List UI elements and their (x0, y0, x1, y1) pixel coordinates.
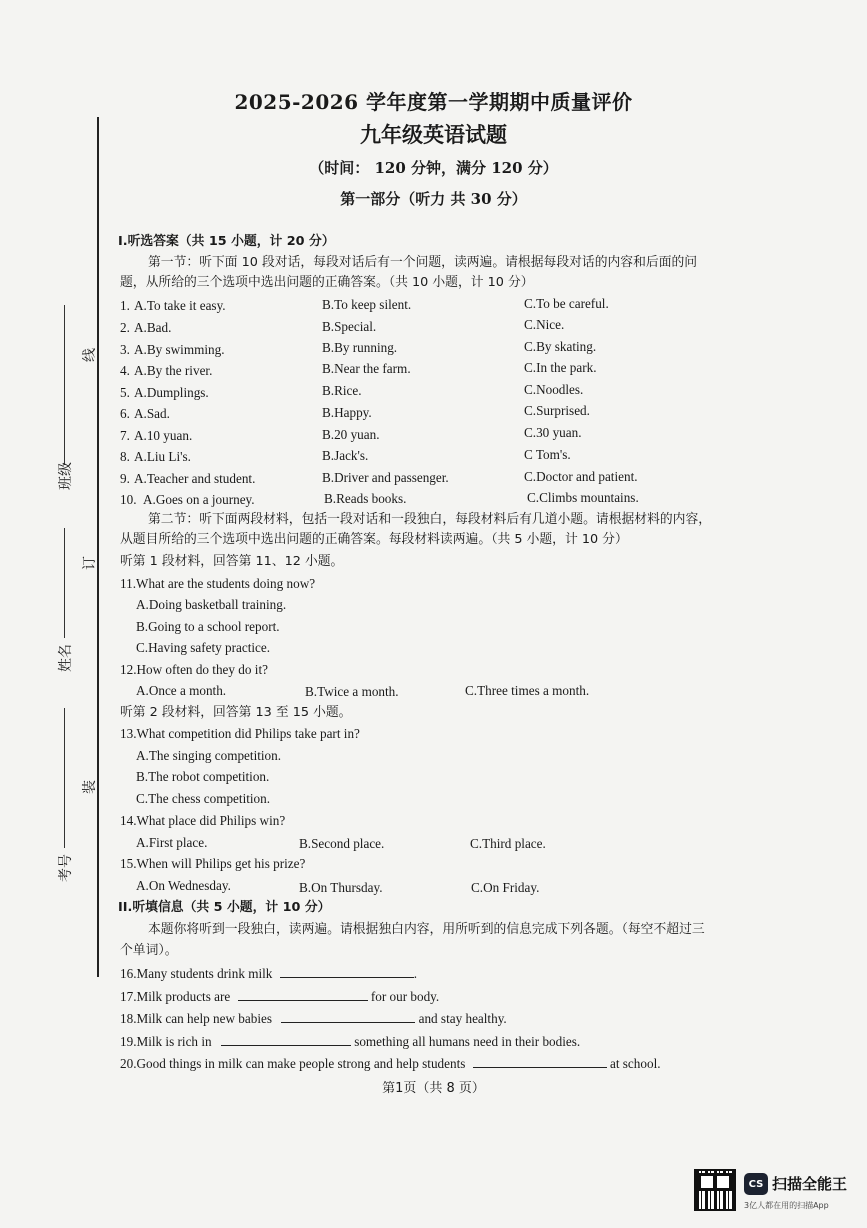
q19-line (120, 1033, 580, 1051)
q9-option-b: B.Driver and passenger. (322, 470, 449, 485)
q19-end: something all humans need in their bodies. (354, 1034, 581, 1049)
material1-label: 听第 1 段材料，回答第 11、12 小题。 (120, 554, 344, 569)
number-label: 考号 (58, 854, 74, 882)
q17-line (120, 988, 439, 1006)
q18-text: 18.Milk can help new babies (120, 1011, 272, 1026)
section2-heading: II.听填信息（共 5 小题，计 10 分） (118, 900, 331, 915)
q11-option-c: C.Having safety practice. (136, 640, 271, 655)
q14-option-b: B.Second place. (299, 836, 385, 851)
time-info: （时间： 120 分钟，满分 120 分） (309, 159, 558, 177)
q5-option-a: A.Dumplings. (134, 385, 209, 400)
q3-option-a: A.By swimming. (134, 342, 225, 357)
q14-option-a: A.First place. (136, 835, 208, 850)
q11-option-a: A.Doing basketball training. (136, 597, 287, 612)
q8-option-c: C Tom's. (524, 447, 571, 462)
section1-heading: I.听选答案（共 15 小题，计 20 分） (118, 234, 335, 249)
q1-option-a: A.To take it easy. (134, 298, 226, 313)
q7-option-c: C.30 yuan. (524, 425, 582, 440)
q4-option-a: A.By the river. (134, 363, 213, 378)
q11-option-b: B.Going to a school report. (136, 619, 280, 634)
q10-option-b: B.Reads books. (324, 491, 407, 506)
q2-num: 2. (120, 320, 130, 335)
q13-option-a: A.The singing competition. (136, 748, 282, 763)
part1-intro-b: 题，从所给的三个选项中选出问题的正确答案。（共 10 小题，计 10 分） (120, 275, 534, 290)
part2-intro-a: 第二节：听下面两段材料，包括一段对话和一段独白，每段材料后有几道小题。请根据材料的内容， (148, 512, 712, 527)
q9-option-c: C.Doctor and patient. (524, 469, 638, 484)
q20-blank[interactable] (473, 1056, 607, 1068)
q13-stem: 13.What competition did Philips take part in? (120, 726, 360, 741)
q7-option-a: A.10 yuan. (134, 428, 193, 443)
q10-option-a: A.Goes on a journey. (143, 492, 255, 507)
qr-code-icon (694, 1169, 736, 1211)
q16-blank[interactable] (280, 966, 414, 978)
scanner-tagline: 3亿人都在用的扫描App (744, 1201, 829, 1210)
q11-stem: 11.What are the students doing now? (120, 576, 316, 591)
q8-option-a: A.Liu Li's. (134, 449, 191, 464)
q5-option-c: C.Noodles. (524, 382, 584, 397)
q2-option-c: C.Nice. (524, 317, 565, 332)
section2-intro-b: 个单词）。 (120, 943, 178, 958)
q20-text: 20.Good things in milk can make people strong and help students (120, 1056, 466, 1071)
q16-line (120, 965, 417, 983)
q1-option-b: B.To keep silent. (322, 297, 412, 312)
q6-option-b: B.Happy. (322, 405, 372, 420)
number-field-line (64, 708, 65, 848)
q12-option-c: C.Three times a month. (465, 683, 590, 698)
binding-mark-zhuang: 装 (82, 780, 98, 794)
q15-option-a: A.On Wednesday. (136, 878, 231, 893)
q6-option-c: C.Surprised. (524, 403, 590, 418)
q6-option-a: A.Sad. (134, 406, 170, 421)
q4-option-b: B.Near the farm. (322, 361, 411, 376)
q10-num: 10. (120, 492, 137, 507)
exam-subtitle: 九年级英语试题 (360, 122, 507, 147)
q18-end: and stay healthy. (418, 1011, 507, 1026)
q8-num: 8. (120, 449, 130, 464)
q15-option-c: C.On Friday. (471, 880, 540, 895)
q4-num: 4. (120, 363, 130, 378)
q3-num: 3. (120, 342, 130, 357)
q14-stem: 14.What place did Philips win? (120, 813, 286, 828)
q15-stem: 15.When will Philips get his prize? (120, 856, 306, 871)
class-label: 班级 (58, 462, 74, 490)
q5-num: 5. (120, 385, 130, 400)
q18-blank[interactable] (281, 1011, 415, 1023)
q14-option-c: C.Third place. (470, 836, 546, 851)
q17-blank[interactable] (238, 989, 368, 1001)
q1-option-c: C.To be careful. (524, 296, 609, 311)
q3-option-b: B.By running. (322, 340, 398, 355)
scanner-logo-icon: CS (744, 1173, 768, 1195)
q16-text: 16.Many students drink milk (120, 966, 273, 981)
q12-option-a: A.Once a month. (136, 683, 227, 698)
binding-line (97, 117, 99, 977)
part-title: 第一部分（听力 共 30 分） (340, 190, 527, 208)
binding-mark-line: 线 (82, 348, 98, 362)
material2-label: 听第 2 段材料，回答第 13 至 15 小题。 (120, 705, 352, 720)
section2-intro-a: 本题你将听到一段独白，读两遍。请根据独白内容，用所听到的信息完成下列各题。（每空不超过三 (148, 922, 705, 937)
q1-num: 1. (120, 298, 130, 313)
q9-option-a: A.Teacher and student. (134, 471, 256, 486)
q20-line (120, 1055, 661, 1073)
name-label: 姓名 (58, 644, 74, 672)
q7-num: 7. (120, 428, 130, 443)
q4-option-c: C.In the park. (524, 360, 597, 375)
q16-end: . (413, 966, 417, 981)
q13-option-c: C.The chess competition. (136, 791, 271, 806)
q10-option-c: C.Climbs mountains. (527, 490, 639, 505)
binding-mark-ding: 订 (82, 556, 98, 570)
q17-end: for our body. (370, 989, 440, 1004)
page-footer: 第1页（共 8 页） (382, 1081, 485, 1096)
q2-option-a: A.Bad. (134, 320, 172, 335)
exam-title: 2025-2026 学年度第一学期期中质量评价 (234, 90, 633, 114)
class-field-line (64, 305, 65, 465)
q13-option-b: B.The robot competition. (136, 769, 270, 784)
q20-end: at school. (609, 1056, 661, 1071)
q18-line (120, 1010, 507, 1028)
part2-intro-b: 从题目所给的三个选项中选出问题的正确答案。每段材料读两遍。（共 5 小题，计 10 分） (120, 532, 628, 547)
q6-num: 6. (120, 406, 130, 421)
q8-option-b: B.Jack's. (322, 448, 369, 463)
q2-option-b: B.Special. (322, 319, 377, 334)
q17-text: 17.Milk products are (120, 989, 231, 1004)
q12-option-b: B.Twice a month. (305, 684, 399, 699)
q5-option-b: B.Rice. (322, 383, 362, 398)
q12-stem: 12.How often do they do it? (120, 662, 268, 677)
part1-intro-a: 第一节：听下面 10 段对话，每段对话后有一个问题，读两遍。请根据每段对话的内容和后面的问 (148, 255, 698, 270)
q15-option-b: B.On Thursday. (299, 880, 383, 895)
q7-option-b: B.20 yuan. (322, 427, 380, 442)
q3-option-c: C.By skating. (524, 339, 597, 354)
q9-num: 9. (120, 471, 130, 486)
q19-blank[interactable] (221, 1034, 351, 1046)
scanner-app-name: 扫描全能王 (772, 1175, 848, 1193)
q19-text: 19.Milk is rich in (120, 1034, 212, 1049)
name-field-line (64, 528, 65, 638)
